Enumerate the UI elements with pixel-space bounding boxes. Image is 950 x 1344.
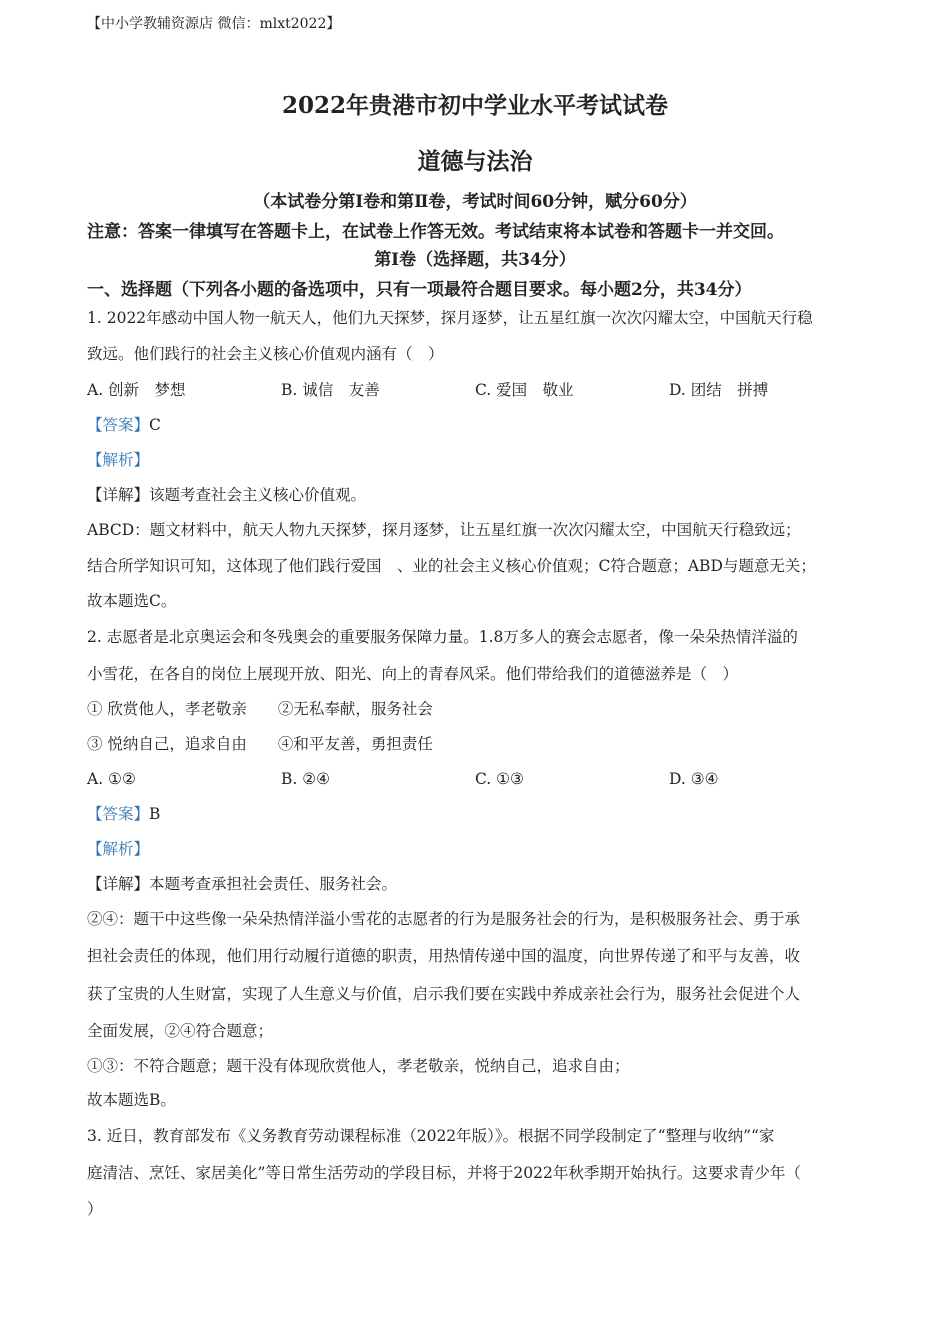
- q1-option-a: A. 创新 梦想: [87, 381, 186, 399]
- q2-item-line-1: ① 欣赏他人，孝老敬亲 ②无私奉献，服务社会: [87, 700, 433, 718]
- q2-explanation-3: 获了宝贵的人生财富，实现了人生意义与价值，启示我们要在实践中养成亲社会行为，服务社会促进个人: [87, 985, 801, 1003]
- q2-explanation-4: 全面发展，②④符合题意；: [87, 1022, 274, 1040]
- answer-tag: 【答案】: [87, 805, 150, 823]
- q1-option-b: B. 诚信 友善: [281, 381, 380, 399]
- q1-explanation-2: 结合所学知识可知，这体现了他们践行爱国 、业的社会主义核心价值观；C符合题意；ABD与题意无关；: [87, 557, 816, 575]
- q2-option-a: A. ①②: [87, 770, 136, 788]
- answer-value: B: [149, 805, 161, 823]
- answer-value: C: [149, 416, 161, 434]
- q2-option-c: C. ①③: [475, 770, 524, 788]
- q1-conclusion: 故本题选C。: [87, 592, 177, 610]
- exam-subject: 道德与法治: [417, 148, 533, 175]
- q2-stem-line-1: 2. 志愿者是北京奥运会和冬残奥会的重要服务保障力量。1.8万多人的赛会志愿者，像一朵朵热情洋溢的: [87, 628, 798, 646]
- part-title: 第Ⅰ卷（选择题，共34分）: [374, 250, 576, 270]
- q2-explanation-5: ①③：不符合题意；题干没有体现欣赏他人，孝老敬亲，悦纳自己，追求自由；: [87, 1057, 630, 1075]
- q2-option-b: B. ②④: [281, 770, 331, 788]
- q3-stem-line-1: 3. 近日，教育部发布《义务教育劳动课程标准（2022年版）》。根据不同学段制定了“整理与收纳”“家: [87, 1127, 775, 1145]
- q2-option-d: D. ③④: [669, 770, 719, 788]
- exam-info: （本试卷分第Ⅰ卷和第Ⅱ卷，考试时间60分钟，赋分60分）: [253, 192, 697, 212]
- exam-title: 2022年贵港市初中学业水平考试试卷: [281, 92, 668, 119]
- q2-answer: [87, 804, 160, 824]
- q1-option-c: C. 爱国 敬业: [475, 381, 574, 399]
- q1-answer: [87, 415, 161, 435]
- q1-stem-line-2: 致远。他们践行的社会主义核心价值观内涵有（ ）: [87, 345, 444, 363]
- q2-explanation-1: ②④：题干中这些像一朵朵热情洋溢小雪花的志愿者的行为是服务社会的行为，是积极服务社会、勇于承: [87, 910, 801, 928]
- page-header: 【中小学教辅资源店 微信：mlxt2022】: [87, 16, 341, 32]
- answer-tag: 【答案】: [87, 416, 150, 434]
- q1-stem-line-1: 1. 2022年感动中国人物一航天人，他们九天探梦，探月逐梦，让五星红旗一次次闪耀太空，中国航天行稳: [87, 309, 813, 327]
- q3-stem-line-2: 庭清洁、烹饪、家居美化”等日常生活劳动的学段目标，并将于2022年秋季期开始执行。这要求青少年（: [87, 1164, 801, 1182]
- q2-analysis-tag: 【解析】: [87, 840, 150, 858]
- section-title: 一、选择题（下列各小题的备选项中，只有一项最符合题目要求。每小题2分，共34分）: [87, 280, 752, 300]
- q2-item-line-2: ③ 悦纳自己，追求自由 ④和平友善，勇担责任: [87, 735, 433, 753]
- q1-detail: 【详解】该题考查社会主义核心价值观。: [87, 486, 367, 504]
- q3-stem-line-3: ）: [87, 1200, 103, 1218]
- q1-explanation-1: ABCD：题文材料中，航天人物九天探梦，探月逐梦，让五星红旗一次次闪耀太空，中国航天行稳致远；: [87, 521, 801, 539]
- q1-option-d: D. 团结 拼搏: [669, 381, 769, 399]
- q2-stem-line-2: 小雪花，在各自的岗位上展现开放、阳光、向上的青春风采。他们带给我们的道德滋养是（ ）: [87, 665, 739, 683]
- q1-analysis-tag: 【解析】: [87, 451, 150, 469]
- exam-notice: 注意：答案一律填写在答题卡上，在试卷上作答无效。考试结束将本试卷和答题卡一并交回。: [87, 222, 784, 242]
- q2-conclusion: 故本题选B。: [87, 1091, 176, 1109]
- q2-explanation-2: 担社会责任的体现，他们用行动履行道德的职责，用热情传递中国的温度，向世界传递了和平与友善，收: [87, 947, 801, 965]
- q2-detail: 【详解】本题考查承担社会责任、服务社会。: [87, 875, 398, 893]
